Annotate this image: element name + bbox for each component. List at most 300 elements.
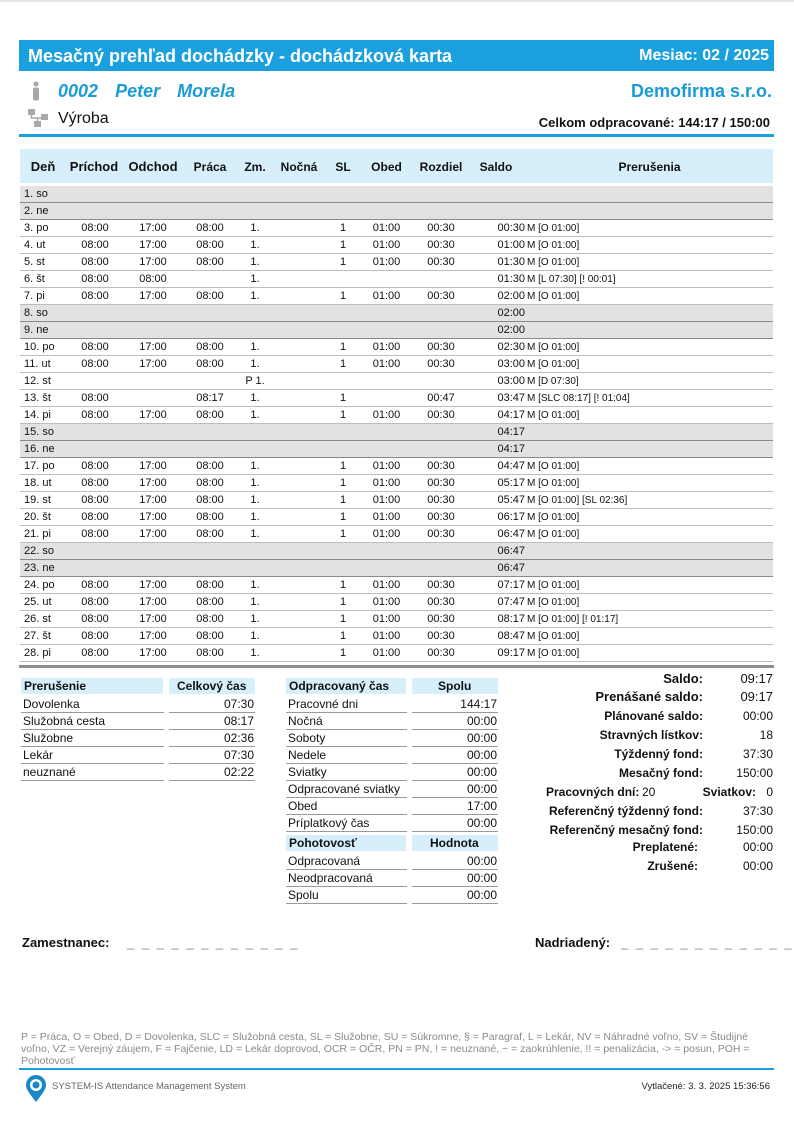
summary-label xyxy=(286,730,407,747)
table-row xyxy=(20,526,773,543)
cell-d: 3. po xyxy=(24,222,49,234)
cell-sa: 02:00 xyxy=(497,324,525,336)
cell-out: 17:00 xyxy=(139,222,167,234)
cell-sl: 1 xyxy=(339,630,347,642)
table-row xyxy=(20,492,773,509)
cell-ob: 01:00 xyxy=(372,494,401,506)
cell-ob: 01:00 xyxy=(372,511,401,523)
employee-id: 0002 xyxy=(58,81,99,101)
cell-sa: 00:30 xyxy=(497,222,525,234)
cell-in: 08:00 xyxy=(81,222,109,234)
summary-value xyxy=(412,798,498,815)
cell-pr: M [O 01:00] xyxy=(527,359,580,370)
summary-label xyxy=(286,870,407,887)
table-row xyxy=(20,203,773,220)
cell-sa: 03:47 xyxy=(497,392,525,404)
summary-value-text: 144:17 xyxy=(460,697,497,711)
cell-sl: 1 xyxy=(339,358,347,370)
cell-work: 08:00 xyxy=(196,579,224,591)
cell-rz: 00:30 xyxy=(427,460,455,472)
footer-system-name: SYSTEM-IS Attendance Management System xyxy=(52,1081,246,1092)
table-row xyxy=(20,237,773,254)
cell-sa: 04:17 xyxy=(497,443,525,455)
cell-in: 08:00 xyxy=(81,392,109,404)
summary-label-text: Soboty xyxy=(288,731,326,745)
table-row xyxy=(20,628,773,645)
summary-label-text: Dovolenka xyxy=(23,697,80,711)
table-row xyxy=(20,458,773,475)
summary-label xyxy=(286,853,407,870)
cell-out: 17:00 xyxy=(139,290,167,302)
cell-in: 08:00 xyxy=(81,596,109,608)
cell-sh: 1. xyxy=(250,630,260,642)
company-name: Demofirma s.r.o. xyxy=(630,81,772,101)
cell-ob: 01:00 xyxy=(372,222,401,234)
cell-work: 08:00 xyxy=(196,596,224,608)
cell-rz: 00:30 xyxy=(427,647,455,659)
summary-label xyxy=(286,747,407,764)
col-sl: SL xyxy=(335,160,351,174)
cell-pr: M [SLC 08:17] [! 01:04] xyxy=(527,393,630,404)
cell-in: 08:00 xyxy=(81,290,109,302)
breaks-head: Prerušenie xyxy=(21,678,163,694)
summary-label-text: neuznané xyxy=(23,765,76,779)
cell-work: 08:00 xyxy=(196,239,224,251)
cell-d: 21. pi xyxy=(24,528,51,540)
cell-in: 08:00 xyxy=(81,613,109,625)
col-work: Práca xyxy=(193,160,227,174)
col-day: Deň xyxy=(30,159,56,174)
cell-out: 17:00 xyxy=(139,528,167,540)
summary-value xyxy=(412,713,498,730)
footer-print-date: Vytlačené: 3. 3. 2025 15:36:56 xyxy=(641,1081,770,1092)
meal-tickets-value: 18 xyxy=(759,728,773,742)
cell-in: 08:00 xyxy=(81,460,109,472)
standby-value-head: Hodnota xyxy=(412,835,498,851)
cell-ob: 01:00 xyxy=(372,256,401,268)
summary-value xyxy=(412,781,498,798)
cell-pr: M [O 01:00] xyxy=(527,257,580,268)
cell-in: 08:00 xyxy=(81,477,109,489)
cell-d: 8. so xyxy=(24,307,48,319)
table-row xyxy=(20,441,773,458)
cell-sh: 1. xyxy=(250,477,260,489)
cell-sa: 02:00 xyxy=(497,307,525,319)
summary-label xyxy=(286,764,407,781)
cell-work: 08:00 xyxy=(196,647,224,659)
summary-label-text: Služobná cesta xyxy=(23,714,106,728)
cell-in: 08:00 xyxy=(81,579,109,591)
cell-sa: 01:30 xyxy=(497,273,525,285)
summary-label xyxy=(21,730,164,747)
table-row xyxy=(20,254,773,271)
monthly-fund-label: Mesačný fond: xyxy=(618,766,703,780)
cell-pr: M [O 01:00] [SL 02:36] xyxy=(527,495,628,506)
cell-sl: 1 xyxy=(339,596,347,608)
cell-ob: 01:00 xyxy=(372,341,401,353)
cell-pr: M [O 01:00] xyxy=(527,631,580,642)
cell-work: 08:00 xyxy=(196,494,224,506)
cell-pr: M [D 07:30] xyxy=(527,376,579,387)
col-diff: Rozdiel xyxy=(419,160,463,174)
cell-sh: 1. xyxy=(250,256,260,268)
cell-sh: 1. xyxy=(250,239,260,251)
weekly-fund-label: Týždenný fond: xyxy=(614,747,703,761)
cell-d: 23. ne xyxy=(24,562,55,574)
cell-sa: 01:00 xyxy=(497,239,525,251)
cell-sh: 1. xyxy=(250,528,260,540)
summary-label xyxy=(21,696,164,713)
cell-work: 08:00 xyxy=(196,256,224,268)
col-shift: Zm. xyxy=(244,160,266,174)
cell-sl: 1 xyxy=(339,494,347,506)
summary-value-text: 08:17 xyxy=(223,714,254,728)
org-chart-icon xyxy=(27,108,49,128)
cell-d: 11. ut xyxy=(24,358,51,370)
cell-pr: M [L 07:30] [! 00:01] xyxy=(527,274,616,285)
top-border xyxy=(0,0,794,2)
cell-d: 7. pi xyxy=(24,290,45,302)
cell-ob: 01:00 xyxy=(372,290,401,302)
cell-sh: 1. xyxy=(250,511,260,523)
table-row xyxy=(20,220,773,237)
cell-in: 08:00 xyxy=(81,647,109,659)
cell-d: 28. pi xyxy=(24,647,51,659)
cell-out: 17:00 xyxy=(139,630,167,642)
summary-label-text: Lekár xyxy=(23,748,54,762)
cell-pr: M [O 01:00] xyxy=(527,648,580,659)
cell-sh: 1. xyxy=(250,460,260,472)
cell-out: 08:00 xyxy=(139,273,167,285)
summary-label xyxy=(286,713,407,730)
cell-sh: 1. xyxy=(250,613,260,625)
summary-value xyxy=(169,696,255,713)
cell-sa: 09:17 xyxy=(497,647,525,659)
cell-sa: 01:30 xyxy=(497,256,525,268)
monthly-fund-value: 150:00 xyxy=(736,766,773,780)
table-row xyxy=(20,271,773,288)
cell-in: 08:00 xyxy=(81,409,109,421)
cell-sh: 1. xyxy=(250,290,260,302)
holidays-label: Sviatkov: xyxy=(702,785,756,799)
cell-work: 08:00 xyxy=(196,511,224,523)
cell-out: 17:00 xyxy=(139,409,167,421)
cell-work: 08:00 xyxy=(196,290,224,302)
cell-rz: 00:30 xyxy=(427,494,455,506)
cell-sl: 1 xyxy=(339,613,347,625)
cell-ob: 01:00 xyxy=(372,596,401,608)
ref-weekly-value: 37:30 xyxy=(742,804,773,818)
summary-value xyxy=(412,696,498,713)
cell-sa: 08:17 xyxy=(497,613,525,625)
cell-d: 14. pi xyxy=(24,409,51,421)
table-row xyxy=(20,509,773,526)
workdays-label: Pracovných dní: xyxy=(546,785,640,799)
cell-rz: 00:30 xyxy=(427,630,455,642)
cell-pr: M [O 01:00] xyxy=(527,240,580,251)
cell-d: 1. so xyxy=(24,188,48,200)
cell-sh: 1. xyxy=(250,579,260,591)
table-row xyxy=(20,288,773,305)
saldo-value: 09:17 xyxy=(740,671,773,686)
cell-sa: 06:17 xyxy=(497,511,525,523)
summary-value-text: 07:30 xyxy=(223,697,254,711)
cell-rz: 00:30 xyxy=(427,256,455,268)
cell-pr: M [O 01:00] xyxy=(527,342,580,353)
cell-pr: M [O 01:00] xyxy=(527,529,580,540)
summary-value-text: 00:00 xyxy=(466,782,497,796)
summary-value xyxy=(412,853,498,870)
summary-value-text: 00:00 xyxy=(466,748,497,762)
cell-d: 17. po xyxy=(24,460,55,472)
employee-first-name: Peter xyxy=(115,81,161,101)
cell-rz: 00:30 xyxy=(427,613,455,625)
cell-out: 17:00 xyxy=(139,460,167,472)
summary-label xyxy=(286,696,407,713)
cell-sl: 1 xyxy=(339,511,347,523)
cell-d: 20. št xyxy=(24,511,51,523)
cell-sl: 1 xyxy=(339,647,347,659)
table-header xyxy=(20,149,773,183)
summary-label-text: Pracovné dni xyxy=(288,697,359,711)
summary-label-text: Odpracované sviatky xyxy=(288,782,401,796)
cell-sl: 1 xyxy=(339,239,347,251)
cell-rz: 00:30 xyxy=(427,290,455,302)
cell-sh: 1. xyxy=(250,647,260,659)
table-row xyxy=(20,390,773,407)
carried-saldo-label: Prenášané saldo: xyxy=(595,689,703,704)
summary-label xyxy=(286,815,407,832)
header-divider xyxy=(19,134,774,137)
cell-sh: 1. xyxy=(250,409,260,421)
summary-label-text: Obed xyxy=(288,799,318,813)
table-row xyxy=(20,424,773,441)
cell-in: 08:00 xyxy=(81,341,109,353)
table-row xyxy=(20,594,773,611)
cell-pr: M [O 01:00] xyxy=(527,580,580,591)
summary-value xyxy=(412,764,498,781)
summary-value-text: 00:00 xyxy=(466,731,497,745)
breaks-time-head: Celkový čas xyxy=(169,678,255,694)
summary-label-text: Sviatky xyxy=(288,765,327,779)
cell-sl: 1 xyxy=(339,579,347,591)
employee-name xyxy=(58,81,247,102)
location-pin-logo-icon xyxy=(24,1075,48,1103)
cell-ob: 01:00 xyxy=(372,358,401,370)
cell-rz: 00:47 xyxy=(427,392,455,404)
cell-d: 22. so xyxy=(24,545,54,557)
standby-head: Pohotovosť xyxy=(286,835,406,851)
cell-pr: M [O 01:00] xyxy=(527,461,580,472)
cell-sa: 02:00 xyxy=(497,290,525,302)
cell-sh: 1. xyxy=(250,392,260,404)
saldo-label: Saldo: xyxy=(663,671,703,686)
summary-value xyxy=(169,764,255,781)
col-night: Nočná xyxy=(280,160,318,174)
planned-saldo-label: Plánované saldo: xyxy=(604,709,703,723)
summary-label-text: Neodpracovaná xyxy=(288,871,373,885)
cell-sa: 06:47 xyxy=(497,545,525,557)
cell-sa: 06:47 xyxy=(497,562,525,574)
summary-value-text: 00:00 xyxy=(466,871,497,885)
total-worked: Celkom odpracované: 144:17 / 150:00 xyxy=(538,115,770,130)
cell-rz: 00:30 xyxy=(427,222,455,234)
summary-label-text: Nočná xyxy=(288,714,323,728)
meal-tickets-label: Stravných lístkov: xyxy=(599,728,703,742)
table-row xyxy=(20,356,773,373)
cell-pr: M [O 01:00] [! 01:17] xyxy=(527,614,619,625)
cell-sh: 1. xyxy=(250,341,260,353)
cell-d: 25. ut xyxy=(24,596,52,608)
summary-value-text: 07:30 xyxy=(223,748,254,762)
cell-out: 17:00 xyxy=(139,647,167,659)
table-row xyxy=(20,322,773,339)
cell-sh: P 1. xyxy=(245,375,265,387)
employee-signature-label: Zamestnanec: xyxy=(22,935,110,950)
ref-monthly-value: 150:00 xyxy=(736,823,773,837)
cell-sa: 07:17 xyxy=(497,579,525,591)
table-row xyxy=(20,475,773,492)
cell-ob: 01:00 xyxy=(372,528,401,540)
summary-value-text: 00:00 xyxy=(466,816,497,830)
summary-label xyxy=(286,798,407,815)
cell-d: 18. ut xyxy=(24,477,52,489)
table-row xyxy=(20,373,773,390)
summary-label xyxy=(286,781,407,798)
summary-value xyxy=(412,730,498,747)
cell-work: 08:00 xyxy=(196,358,224,370)
cell-d: 27. št xyxy=(24,630,51,642)
worked-total-head: Spolu xyxy=(412,678,498,694)
cell-d: 4. ut xyxy=(24,239,46,251)
summary-value-text: 00:00 xyxy=(466,765,497,779)
summary-value xyxy=(169,713,255,730)
cell-rz: 00:30 xyxy=(427,358,455,370)
cancelled-value: 00:00 xyxy=(742,859,773,873)
summary-value-text: 00:00 xyxy=(466,714,497,728)
cell-ob: 01:00 xyxy=(372,477,401,489)
department: Výroba xyxy=(58,110,109,127)
cell-sh: 1. xyxy=(250,494,260,506)
table-row xyxy=(20,560,773,577)
supervisor-signature-line: _ _ _ _ _ _ _ _ _ _ _ _ xyxy=(621,935,794,950)
summary-label-text: Odpracovaná xyxy=(288,854,361,868)
holidays-value: 0 xyxy=(766,785,773,799)
cell-d: 5. st xyxy=(24,256,45,268)
col-departure: Odchod xyxy=(128,159,178,174)
legend-text: P = Práca, O = Obed, D = Dovolenka, SLC = Služobná cesta, SL = Služobne, SU = Súkromne, § = Paragraf, L = Lekár, NV = Náhradné voľno, SV = Študijné voľno, VZ = Verejný záujem, F = Fajčenie, LD = Lekár doprovod, OCR = OČR, PN = PN, ! = neuznané, ~ = zaokrúhlenie, !! = penalizácia, -> = posun, POH = Pohotovosť xyxy=(21,1031,750,1067)
col-balance: Saldo xyxy=(479,160,513,174)
cell-out: 17:00 xyxy=(139,341,167,353)
cell-pr: M [O 01:00] xyxy=(527,410,580,421)
table-row xyxy=(20,543,773,560)
summary-label-text: Služobne xyxy=(23,731,74,745)
cell-work: 08:00 xyxy=(196,341,224,353)
cell-sl: 1 xyxy=(339,256,347,268)
summary-value-text: 02:22 xyxy=(223,765,254,779)
weekly-fund-value: 37:30 xyxy=(742,747,773,761)
cell-work: 08:17 xyxy=(196,392,224,404)
summary-value xyxy=(412,747,498,764)
summary-value-text: 00:00 xyxy=(466,888,497,902)
summary-label xyxy=(286,887,407,904)
cell-ob: 01:00 xyxy=(372,613,401,625)
cell-pr: M [O 01:00] xyxy=(527,291,580,302)
page-title: Mesačný prehľad dochádzky - dochádzková karta xyxy=(28,46,453,66)
cell-sa: 03:00 xyxy=(497,358,525,370)
cell-sh: 1. xyxy=(250,273,260,285)
cell-in: 08:00 xyxy=(81,239,109,251)
cell-pr: M [O 01:00] xyxy=(527,478,580,489)
summary-value-text: 00:00 xyxy=(466,854,497,868)
cell-pr: M [O 01:00] xyxy=(527,223,580,234)
table-row xyxy=(20,645,773,662)
carried-saldo-value: 09:17 xyxy=(740,689,773,704)
cell-out: 17:00 xyxy=(139,579,167,591)
cell-pr: M [O 01:00] xyxy=(527,597,580,608)
cell-work: 08:00 xyxy=(196,528,224,540)
cell-ob: 01:00 xyxy=(372,460,401,472)
cell-sa: 05:47 xyxy=(497,494,525,506)
title-bar xyxy=(19,40,774,71)
cell-in: 08:00 xyxy=(81,494,109,506)
cell-out: 17:00 xyxy=(139,494,167,506)
summary-value-text: 17:00 xyxy=(466,799,497,813)
cell-d: 9. ne xyxy=(24,324,49,336)
cell-ob: 01:00 xyxy=(372,579,401,591)
table-row xyxy=(20,339,773,356)
table-row xyxy=(20,305,773,322)
table-row xyxy=(20,611,773,628)
table-row xyxy=(20,407,773,424)
summary-value xyxy=(412,887,498,904)
cell-work: 08:00 xyxy=(196,222,224,234)
cell-in: 08:00 xyxy=(81,256,109,268)
cell-rz: 00:30 xyxy=(427,239,455,251)
cell-sa: 04:17 xyxy=(497,409,525,421)
table-row xyxy=(20,186,773,203)
cell-sl: 1 xyxy=(339,460,347,472)
cell-out: 17:00 xyxy=(139,239,167,251)
planned-saldo-value: 00:00 xyxy=(742,709,773,723)
cancelled-label: Zrušené: xyxy=(647,859,698,873)
cell-sa: 04:17 xyxy=(497,426,525,438)
cell-work: 08:00 xyxy=(196,477,224,489)
summary-label-text: Príplatkový čas xyxy=(288,816,370,830)
summary-label-text: Spolu xyxy=(288,888,319,902)
workdays-value: 20 xyxy=(642,785,656,799)
cell-d: 2. ne xyxy=(24,205,49,217)
cell-out: 17:00 xyxy=(139,477,167,489)
cell-out: 17:00 xyxy=(139,596,167,608)
cell-rz: 00:30 xyxy=(427,596,455,608)
cell-sh: 1. xyxy=(250,596,260,608)
cell-d: 6. št xyxy=(24,273,45,285)
summary-value xyxy=(169,730,255,747)
footer-divider xyxy=(19,1068,774,1070)
employee-signature-line: _ _ _ _ _ _ _ _ _ _ _ _ xyxy=(127,935,300,950)
cell-sa: 05:17 xyxy=(497,477,525,489)
cell-out: 17:00 xyxy=(139,511,167,523)
summary-value xyxy=(169,747,255,764)
cell-sa: 02:30 xyxy=(497,341,525,353)
cell-rz: 00:30 xyxy=(427,477,455,489)
month-label: Mesiac: 02 / 2025 xyxy=(639,47,769,64)
cell-rz: 00:30 xyxy=(427,341,455,353)
cell-sl: 1 xyxy=(339,392,347,404)
cell-pr: M [O 01:00] xyxy=(527,512,580,523)
cell-in: 08:00 xyxy=(81,511,109,523)
